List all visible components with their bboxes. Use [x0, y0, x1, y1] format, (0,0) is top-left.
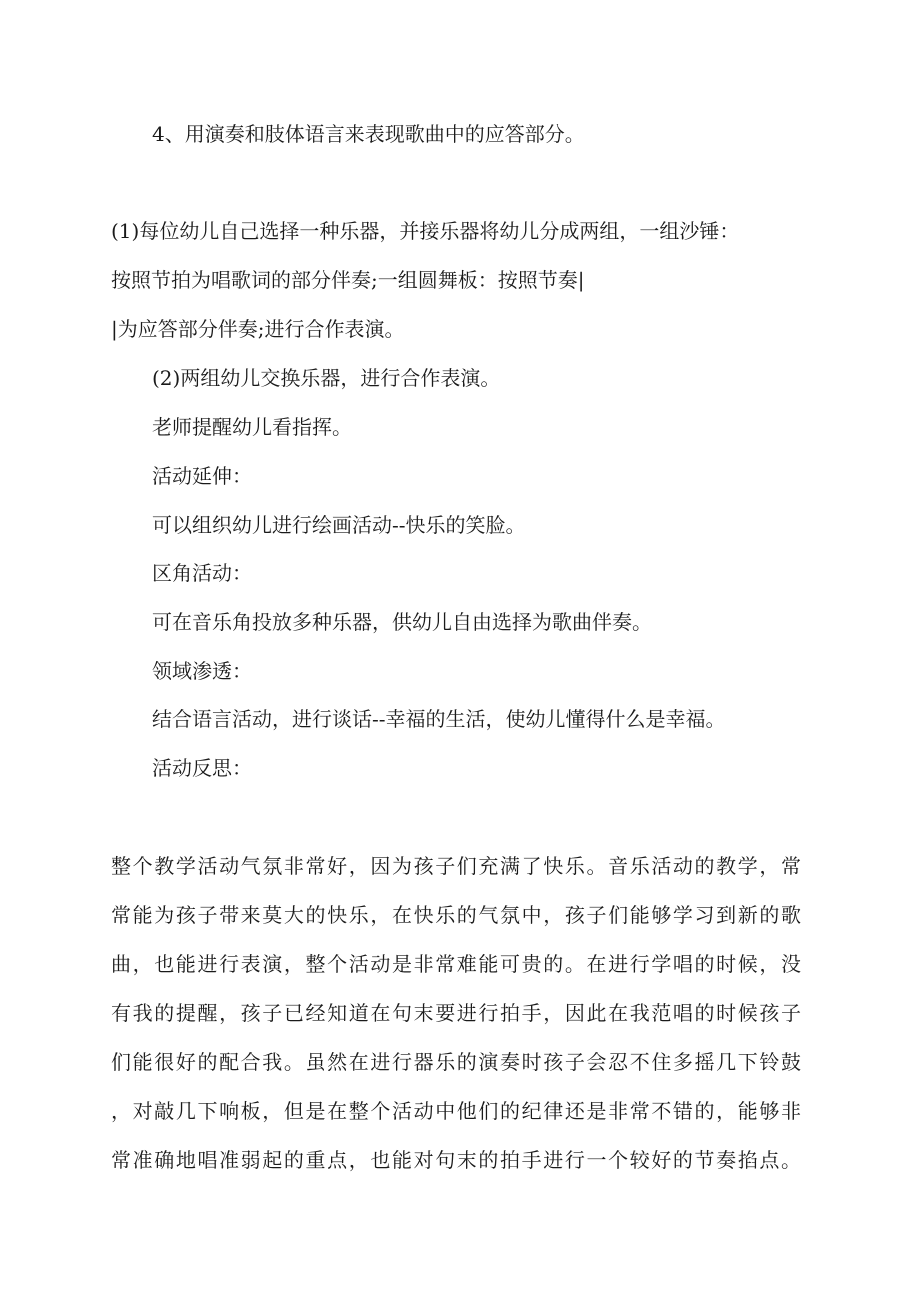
extension-paragraph: 可以组织幼儿进行绘画活动--快乐的笑脸。	[152, 513, 526, 537]
extension-heading: 活动延伸：	[152, 464, 252, 488]
reflection-line-2: 常能为孩子带来莫大的快乐，在快乐的气氛中，孩子们能够学习到新的歌	[111, 903, 801, 927]
step-1-line-3: |为应答部分伴奏;进行合作表演。	[111, 317, 405, 341]
domain-heading: 领域渗透：	[152, 659, 252, 683]
teacher-reminder-paragraph: 老师提醒幼儿看指挥。	[152, 415, 352, 439]
reflection-line-5: 们能很好的配合我。虽然在进行器乐的演奏时孩子会忍不住多摇几下铃鼓	[111, 1050, 801, 1074]
reflection-heading: 活动反思：	[152, 756, 252, 780]
reflection-line-3: 曲，也能进行表演，整个活动是非常难能可贵的。在进行学唱的时候，没	[111, 952, 801, 976]
reflection-line-4: 有我的提醒，孩子已经知道在句末要进行拍手，因此在我范唱的时候孩子	[111, 1001, 801, 1025]
step-1-line-2: 按照节拍为唱歌词的部分伴奏;一组圆舞板：按照节奏|	[111, 268, 585, 292]
corner-activity-paragraph: 可在音乐角投放多种乐器，供幼儿自由选择为歌曲伴奏。	[152, 610, 652, 634]
reflection-line-7: 常准确地唱准弱起的重点，也能对句末的拍手进行一个较好的节奏掐点。	[111, 1148, 801, 1172]
step-1-line-1: (1)每位幼儿自己选择一种乐器，并接乐器将幼儿分成两组，一组沙锤：	[111, 219, 740, 243]
item-4-paragraph: 4、用演奏和肢体语言来表现歌曲中的应答部分。	[152, 122, 585, 146]
step-2-paragraph: (2)两组幼儿交换乐器，进行合作表演。	[152, 366, 501, 390]
domain-paragraph: 结合语言活动，进行谈话--幸福的生活，使幼儿懂得什么是幸福。	[152, 707, 726, 731]
reflection-line-6: ，对敲几下响板，但是在整个活动中他们的纪律还是非常不错的，能够非	[111, 1099, 801, 1123]
reflection-line-1: 整个教学活动气氛非常好，因为孩子们充满了快乐。音乐活动的教学，常	[111, 854, 801, 878]
corner-activity-heading: 区角活动：	[152, 561, 252, 585]
